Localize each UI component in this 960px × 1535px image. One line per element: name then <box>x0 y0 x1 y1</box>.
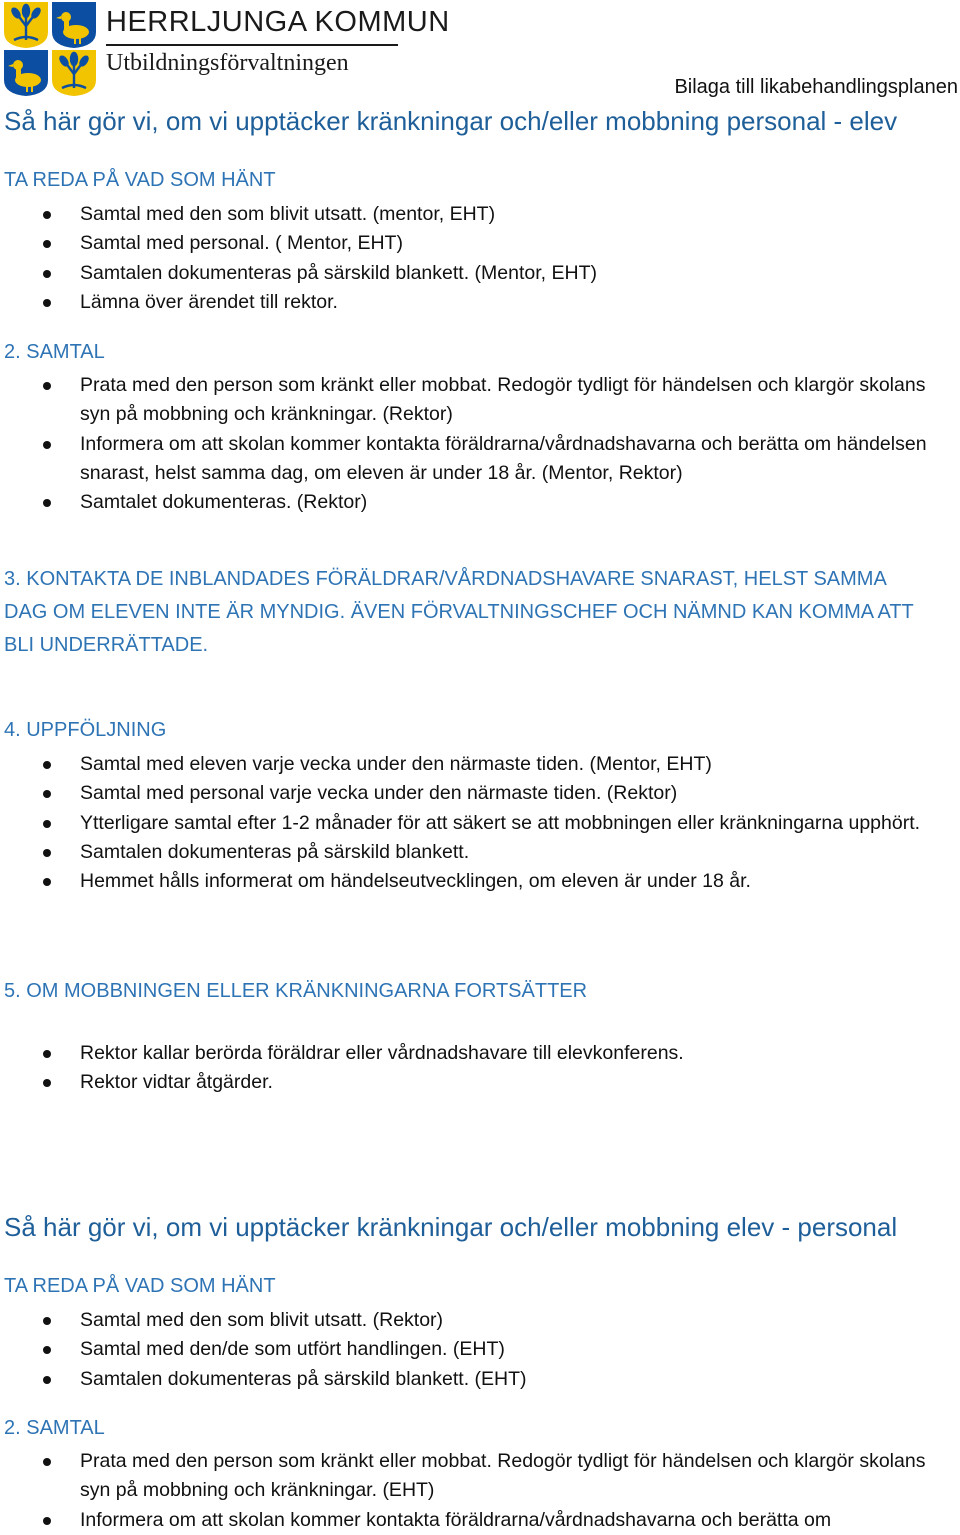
list-item: Rektor vidtar åtgärder. <box>0 1068 930 1097</box>
list-item: Prata med den person som kränkt eller mobbat. Redogör tydligt för händelsen och klargör skolans syn på mobbning och kränkningar. (EHT) <box>0 1447 930 1506</box>
list-item: Samtalet dokumenteras. (Rektor) <box>0 488 930 517</box>
list-item: Samtal med den som blivit utsatt. (Rektor) <box>0 1306 930 1335</box>
section1-heading-contact-parents: 3. KONTAKTA DE INBLANDADES FÖRÄLDRAR/VÅRDNADSHAVARE SNARAST, HELST SAMMA DAG OM ELEVEN INTE ÄR MYNDIG. ÄVEN FÖRVALTNINGSCHEF OCH NÄMND KAN KOMMA ATT BLI UNDERRÄTTADE. <box>4 568 914 656</box>
section2-list-samtal <box>0 1447 930 1535</box>
section1-heading-samtal: 2. SAMTAL <box>4 341 105 363</box>
section1-list-continues <box>0 1039 930 1098</box>
section1-list-find-out <box>0 200 930 317</box>
list-item: Ytterligare samtal efter 1-2 månader för att säkert se att mobbningen eller kränkningarna upphört. <box>0 809 930 838</box>
organization-divider <box>106 44 398 46</box>
department-name: Utbildningsförvaltningen <box>106 50 349 76</box>
coat-of-arms-icon <box>4 2 96 96</box>
section1-heading-continues: 5. OM MOBBNINGEN ELLER KRÄNKNINGARNA FORTSÄTTER <box>4 980 588 1002</box>
organization-name: HERRLJUNGA KOMMUN <box>106 6 450 38</box>
list-item: Informera om att skolan kommer kontakta föräldrarna/vårdnadshavarna och berätta om <box>0 1506 930 1535</box>
section1-title: Så här gör vi, om vi upptäcker kränkningar och/eller mobbning personal - elev <box>4 106 898 136</box>
attachment-label: Bilaga till likabehandlingsplanen <box>674 76 958 98</box>
list-item: Rektor kallar berörda föräldrar eller vårdnadshavare till elevkonferens. <box>0 1039 930 1068</box>
list-item: Informera om att skolan kommer kontakta föräldrarna/vårdnadshavarna och berätta om händelsen snarast, helst samma dag, om eleven är under 18 år. (Mentor, Rektor) <box>0 430 930 489</box>
section1-heading-find-out: TA REDA PÅ VAD SOM HÄNT <box>4 169 276 191</box>
document-header <box>0 0 960 100</box>
section1-list-samtal <box>0 371 930 517</box>
herrljunga-logo <box>4 2 96 96</box>
section2-list-find-out <box>0 1306 930 1394</box>
list-item: Samtalen dokumenteras på särskild blankett. <box>0 838 930 867</box>
section1-list-follow-up <box>0 750 930 896</box>
list-item: Samtal med den/de som utfört handlingen. (EHT) <box>0 1335 930 1364</box>
list-item: Prata med den person som kränkt eller mobbat. Redogör tydligt för händelsen och klargör skolans syn på mobbning och kränkningar. (Rektor) <box>0 371 930 430</box>
section2-heading-find-out: TA REDA PÅ VAD SOM HÄNT <box>4 1275 276 1297</box>
list-item: Samtalen dokumenteras på särskild blankett. (Mentor, EHT) <box>0 259 930 288</box>
list-item: Samtalen dokumenteras på särskild blankett. (EHT) <box>0 1365 930 1394</box>
list-item: Samtal med personal varje vecka under den närmaste tiden. (Rektor) <box>0 779 930 808</box>
list-item: Samtal med den som blivit utsatt. (mentor, EHT) <box>0 200 930 229</box>
list-item: Samtal med eleven varje vecka under den närmaste tiden. (Mentor, EHT) <box>0 750 930 779</box>
list-item: Samtal med personal. ( Mentor, EHT) <box>0 229 930 258</box>
list-item: Lämna över ärendet till rektor. <box>0 288 930 317</box>
section2-title: Så här gör vi, om vi upptäcker kränkningar och/eller mobbning elev - personal <box>4 1212 898 1242</box>
section1-heading-follow-up: 4. UPPFÖLJNING <box>4 719 167 741</box>
list-item: Hemmet hålls informerat om händelseutvecklingen, om eleven är under 18 år. <box>0 867 930 896</box>
section2-heading-samtal: 2. SAMTAL <box>4 1417 105 1439</box>
